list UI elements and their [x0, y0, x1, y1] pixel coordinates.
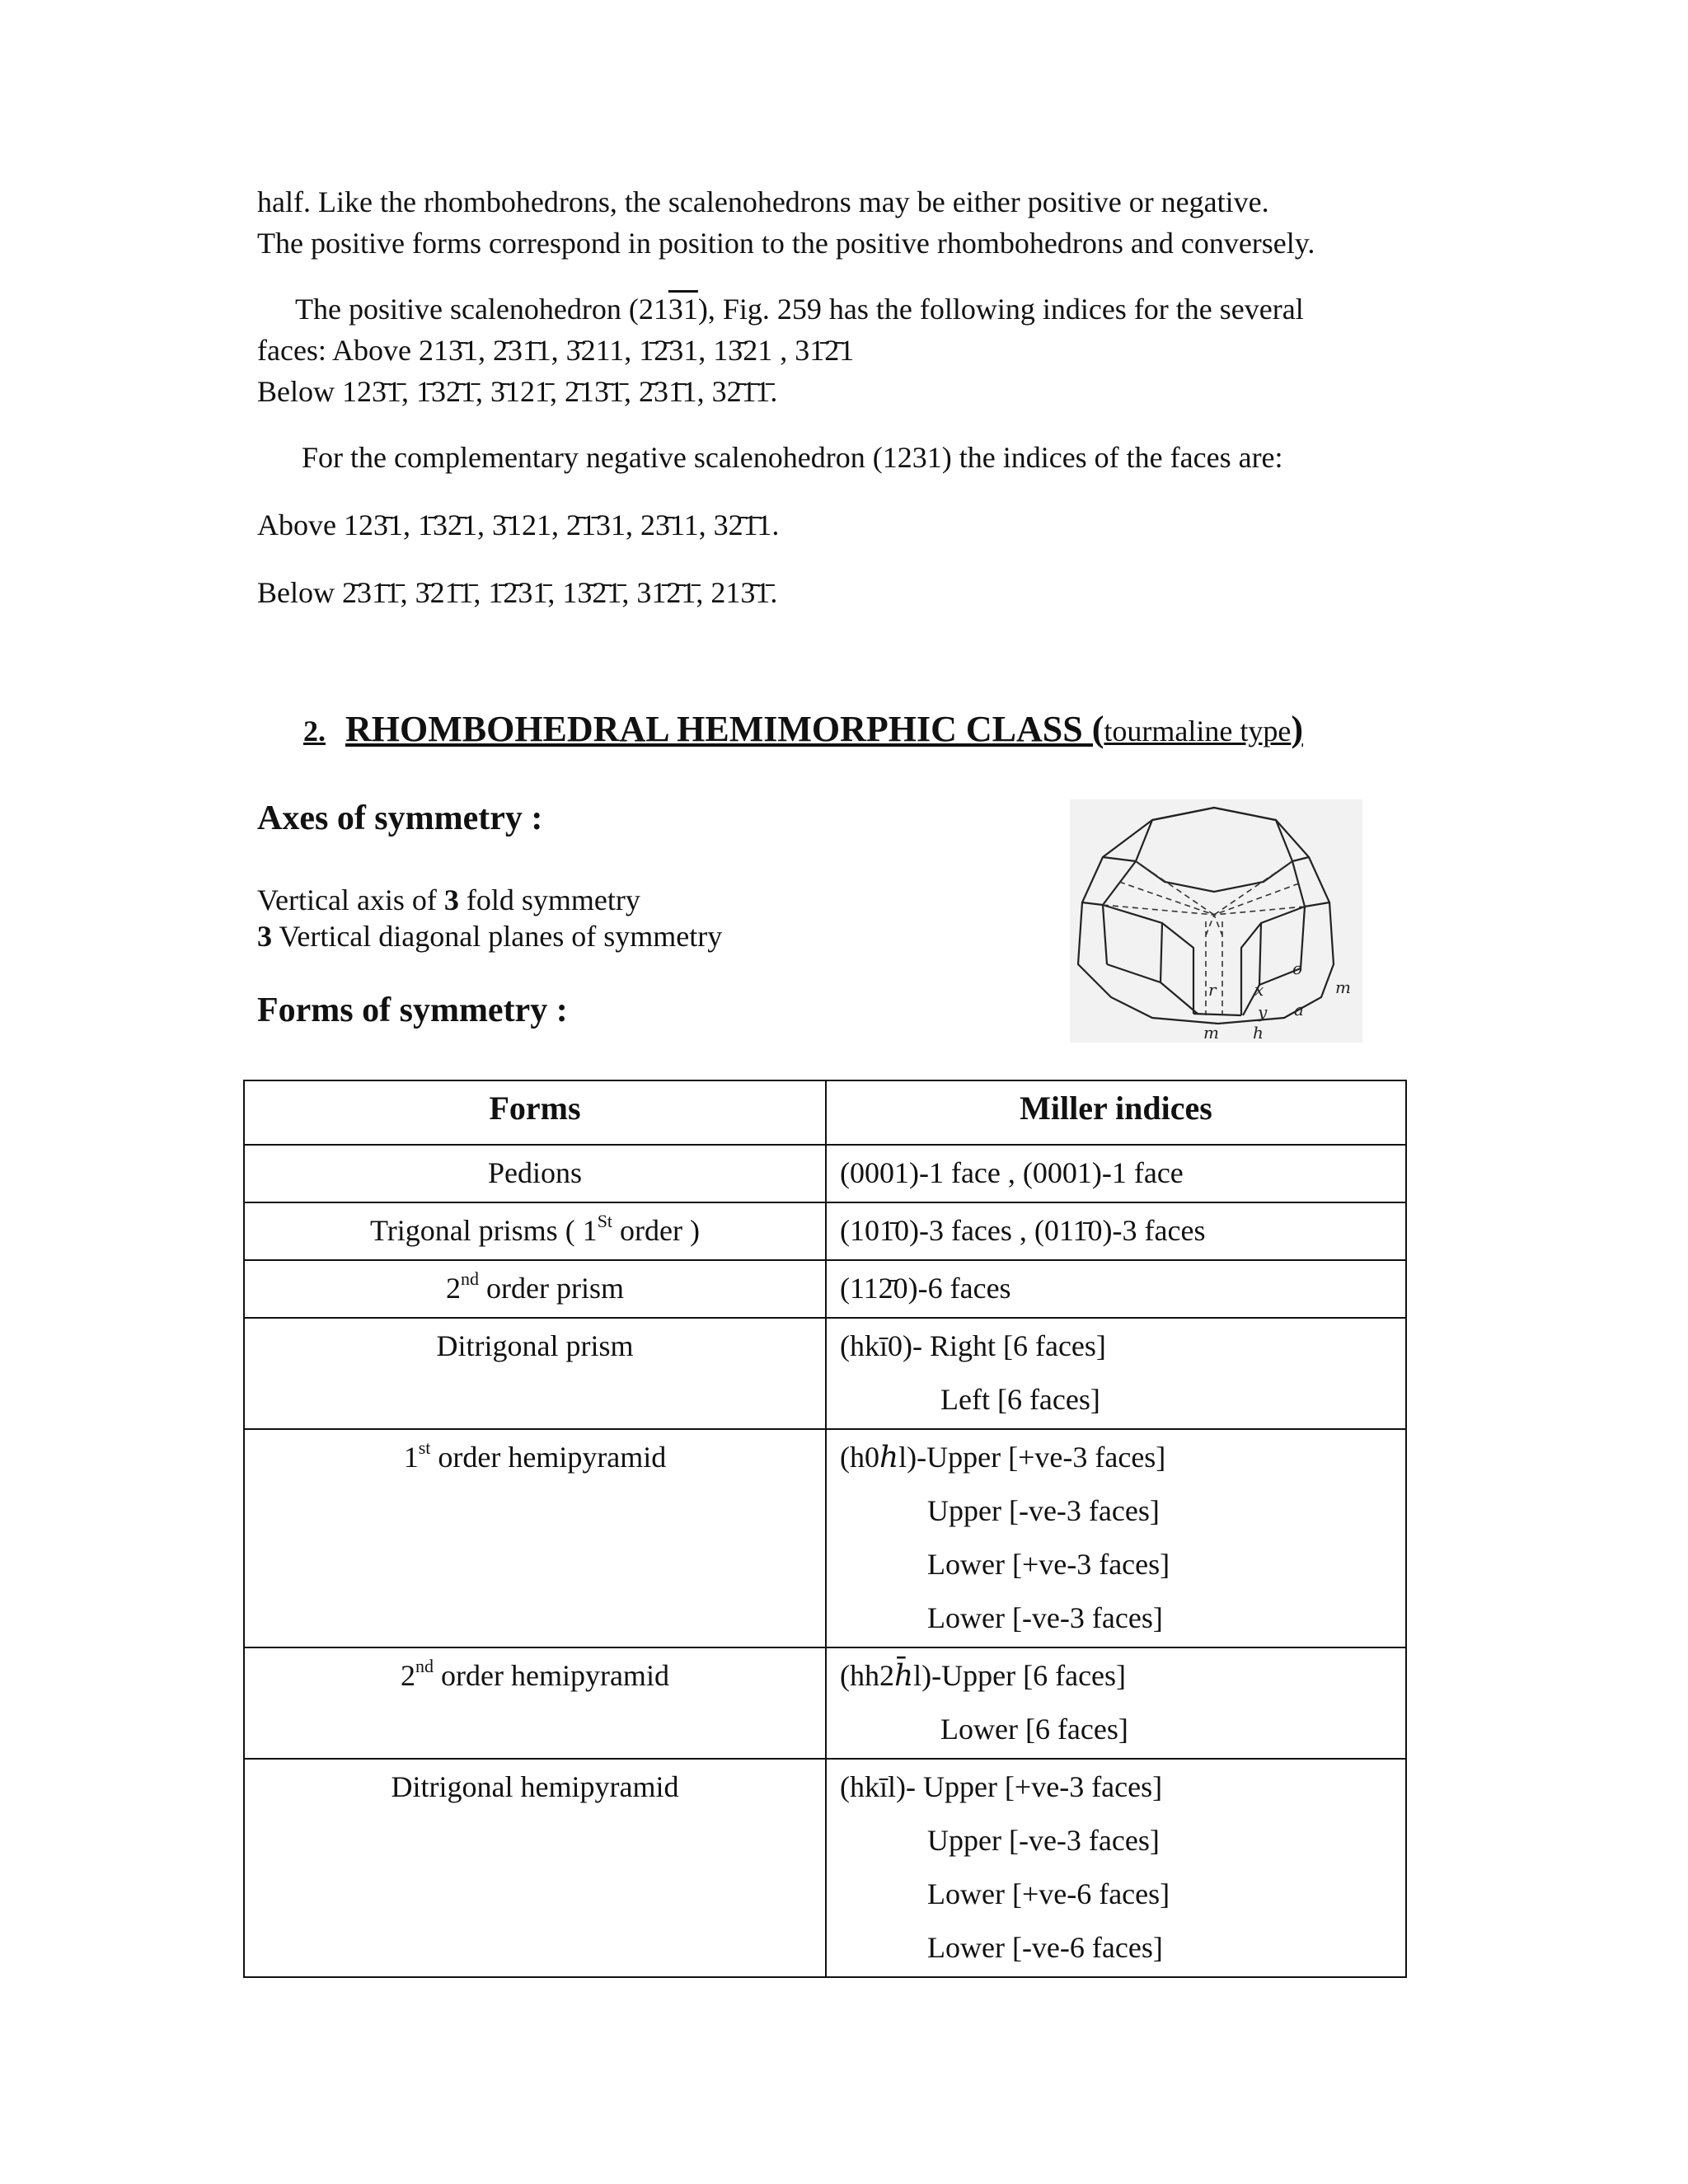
miller-line: (hkī0)- Right [6 faces]	[840, 1329, 1106, 1362]
section-title: RHOMBOHEDRAL HEMIMORPHIC CLASS (	[345, 709, 1104, 749]
miller-line: (112̄0)-6 faces	[840, 1272, 1011, 1305]
miller-line: Lower [+ve-6 faces]	[927, 1877, 1170, 1910]
text-fragment: The positive scalenohedron (21	[295, 293, 668, 326]
miller-line: (hkīl)- Upper [+ve-3 faces]	[840, 1770, 1163, 1803]
negative-above-line	[257, 504, 779, 546]
miller-line: (h0ℎl)-Upper [+ve-3 faces]	[840, 1441, 1166, 1474]
form-text: 2	[401, 1659, 416, 1692]
intro-line-1: half. Like the rhombohedrons, the scalenohedrons may be either positive or negative.	[257, 185, 1269, 218]
overlined-index: 31	[668, 293, 698, 326]
form-text: 2	[446, 1272, 462, 1305]
miller-cell	[826, 1318, 1406, 1429]
miller-cell	[826, 1145, 1406, 1202]
section-subtitle: tourmaline type	[1104, 715, 1292, 748]
forms-table	[243, 1080, 1407, 1978]
miller-line: Lower [+ve-3 faces]	[927, 1548, 1170, 1581]
face-label-m-right: m	[1335, 977, 1351, 997]
table-header-row	[244, 1080, 1406, 1145]
form-superscript: St	[597, 1211, 613, 1231]
above-indices: 123̄1, 1̄32̄1, 3̄121, 2̄1̄31, 23̄11, 32̄1̄1.	[343, 509, 780, 541]
text-fragment: Vertical axis of	[257, 883, 444, 916]
miller-line: Lower [-ve-6 faces]	[927, 1931, 1163, 1964]
text-fragment: fold symmetry	[458, 883, 640, 916]
below-label: Below	[257, 576, 335, 609]
form-cell	[244, 1202, 826, 1260]
axes-line-1	[257, 882, 640, 918]
form-text: Trigonal prisms ( 1	[369, 1214, 598, 1247]
form-superscript: nd	[415, 1656, 434, 1676]
table-row	[244, 1318, 1406, 1429]
form-cell: Pedions	[244, 1145, 826, 1202]
miller-cell	[826, 1759, 1406, 1977]
miller-line: Upper [-ve-3 faces]	[927, 1494, 1160, 1527]
face-label-o: o	[1292, 958, 1303, 978]
table-row	[244, 1202, 1406, 1260]
miller-line: Lower [-ve-3 faces]	[927, 1601, 1163, 1634]
section-number: 2.	[303, 715, 326, 748]
form-text: order hemipyramid	[430, 1441, 667, 1474]
negative-scalenohedron-intro: For the complementary negative scalenohedron (1231) the indices of the faces are:	[302, 441, 1283, 474]
face-label-a: a	[1294, 1000, 1304, 1019]
form-cell	[244, 1429, 826, 1647]
form-superscript: st	[418, 1437, 431, 1458]
below-indices: 2̄31̄1̄, 3̄21̄1̄, 1̄2̄31̄, 13̄2̄1̄, 31̄2̄1̄, 213̄1̄.	[342, 576, 778, 609]
miller-line: Upper [-ve-3 faces]	[927, 1824, 1160, 1857]
miller-cell	[826, 1260, 1406, 1318]
face-label-r: r	[1208, 980, 1217, 1000]
form-text: 1	[403, 1441, 419, 1474]
face-label-y: y	[1258, 1002, 1268, 1022]
above-indices: 213̄1, 2̄31̄1, 3̄211, 1̄2̄31, 13̄21 , 31̄2̄1	[418, 334, 855, 367]
above-label: faces: Above	[257, 334, 411, 367]
axes-heading: Axes of symmetry :	[257, 799, 543, 837]
positive-scalenohedron-line	[295, 288, 1304, 330]
below-label: Below	[257, 375, 335, 408]
section-title-close: )	[1291, 709, 1303, 749]
table-row	[244, 1759, 1406, 1977]
tourmaline-crystal-drawing	[1070, 799, 1362, 1043]
header-miller-indices: Miller indices	[826, 1080, 1406, 1145]
positive-above-line	[257, 330, 854, 371]
face-label-x: x	[1254, 980, 1264, 1000]
axis-count: 3	[443, 883, 459, 916]
face-label-m-bottom: m	[1203, 1023, 1219, 1043]
intro-line-2: The positive forms correspond in position to the positive rhombohedrons and conversely.	[257, 227, 1315, 260]
section-heading	[303, 705, 1303, 756]
negative-below-line	[257, 572, 777, 613]
form-text: order prism	[479, 1272, 624, 1305]
miller-line: (101̄0)-3 faces , (011̄0)-3 faces	[840, 1214, 1206, 1247]
miller-cell	[826, 1202, 1406, 1260]
form-cell: Ditrigonal hemipyramid	[244, 1759, 826, 1977]
table-row	[244, 1647, 1406, 1759]
text-fragment: ), Fig. 259 has the following indices for the several	[697, 293, 1304, 326]
table-row	[244, 1429, 1406, 1647]
header-forms: Forms	[244, 1080, 826, 1145]
face-label-h: h	[1253, 1023, 1264, 1043]
form-superscript: nd	[461, 1268, 480, 1289]
form-cell	[244, 1647, 826, 1759]
plane-count: 3	[257, 920, 272, 953]
miller-line: (0001)-1 face , (0001)-1 face	[840, 1156, 1184, 1189]
miller-line: (hh2ℎ̄l)-Upper [6 faces]	[840, 1659, 1127, 1692]
below-indices: 123̄1̄, 1̄32̄1̄, 3̄121̄, 2̄13̄1̄, 2̄31̄1, 32̄1̄1̄.	[342, 375, 778, 408]
axes-line-2	[257, 918, 722, 954]
table-row	[244, 1145, 1406, 1202]
miller-cell	[826, 1647, 1406, 1759]
positive-below-line	[257, 371, 777, 412]
text-fragment: Vertical diagonal planes of symmetry	[272, 920, 723, 953]
miller-line: Left [6 faces]	[940, 1383, 1100, 1416]
table-row	[244, 1260, 1406, 1318]
form-cell	[244, 1260, 826, 1318]
crystal-figure	[1070, 799, 1362, 1043]
miller-line: Lower [6 faces]	[940, 1713, 1128, 1746]
miller-cell	[826, 1429, 1406, 1647]
form-text: order )	[612, 1214, 700, 1247]
form-text: order hemipyramid	[434, 1659, 669, 1692]
above-label: Above	[257, 509, 336, 541]
form-cell: Ditrigonal prism	[244, 1318, 826, 1429]
forms-heading: Forms of symmetry :	[257, 991, 568, 1029]
